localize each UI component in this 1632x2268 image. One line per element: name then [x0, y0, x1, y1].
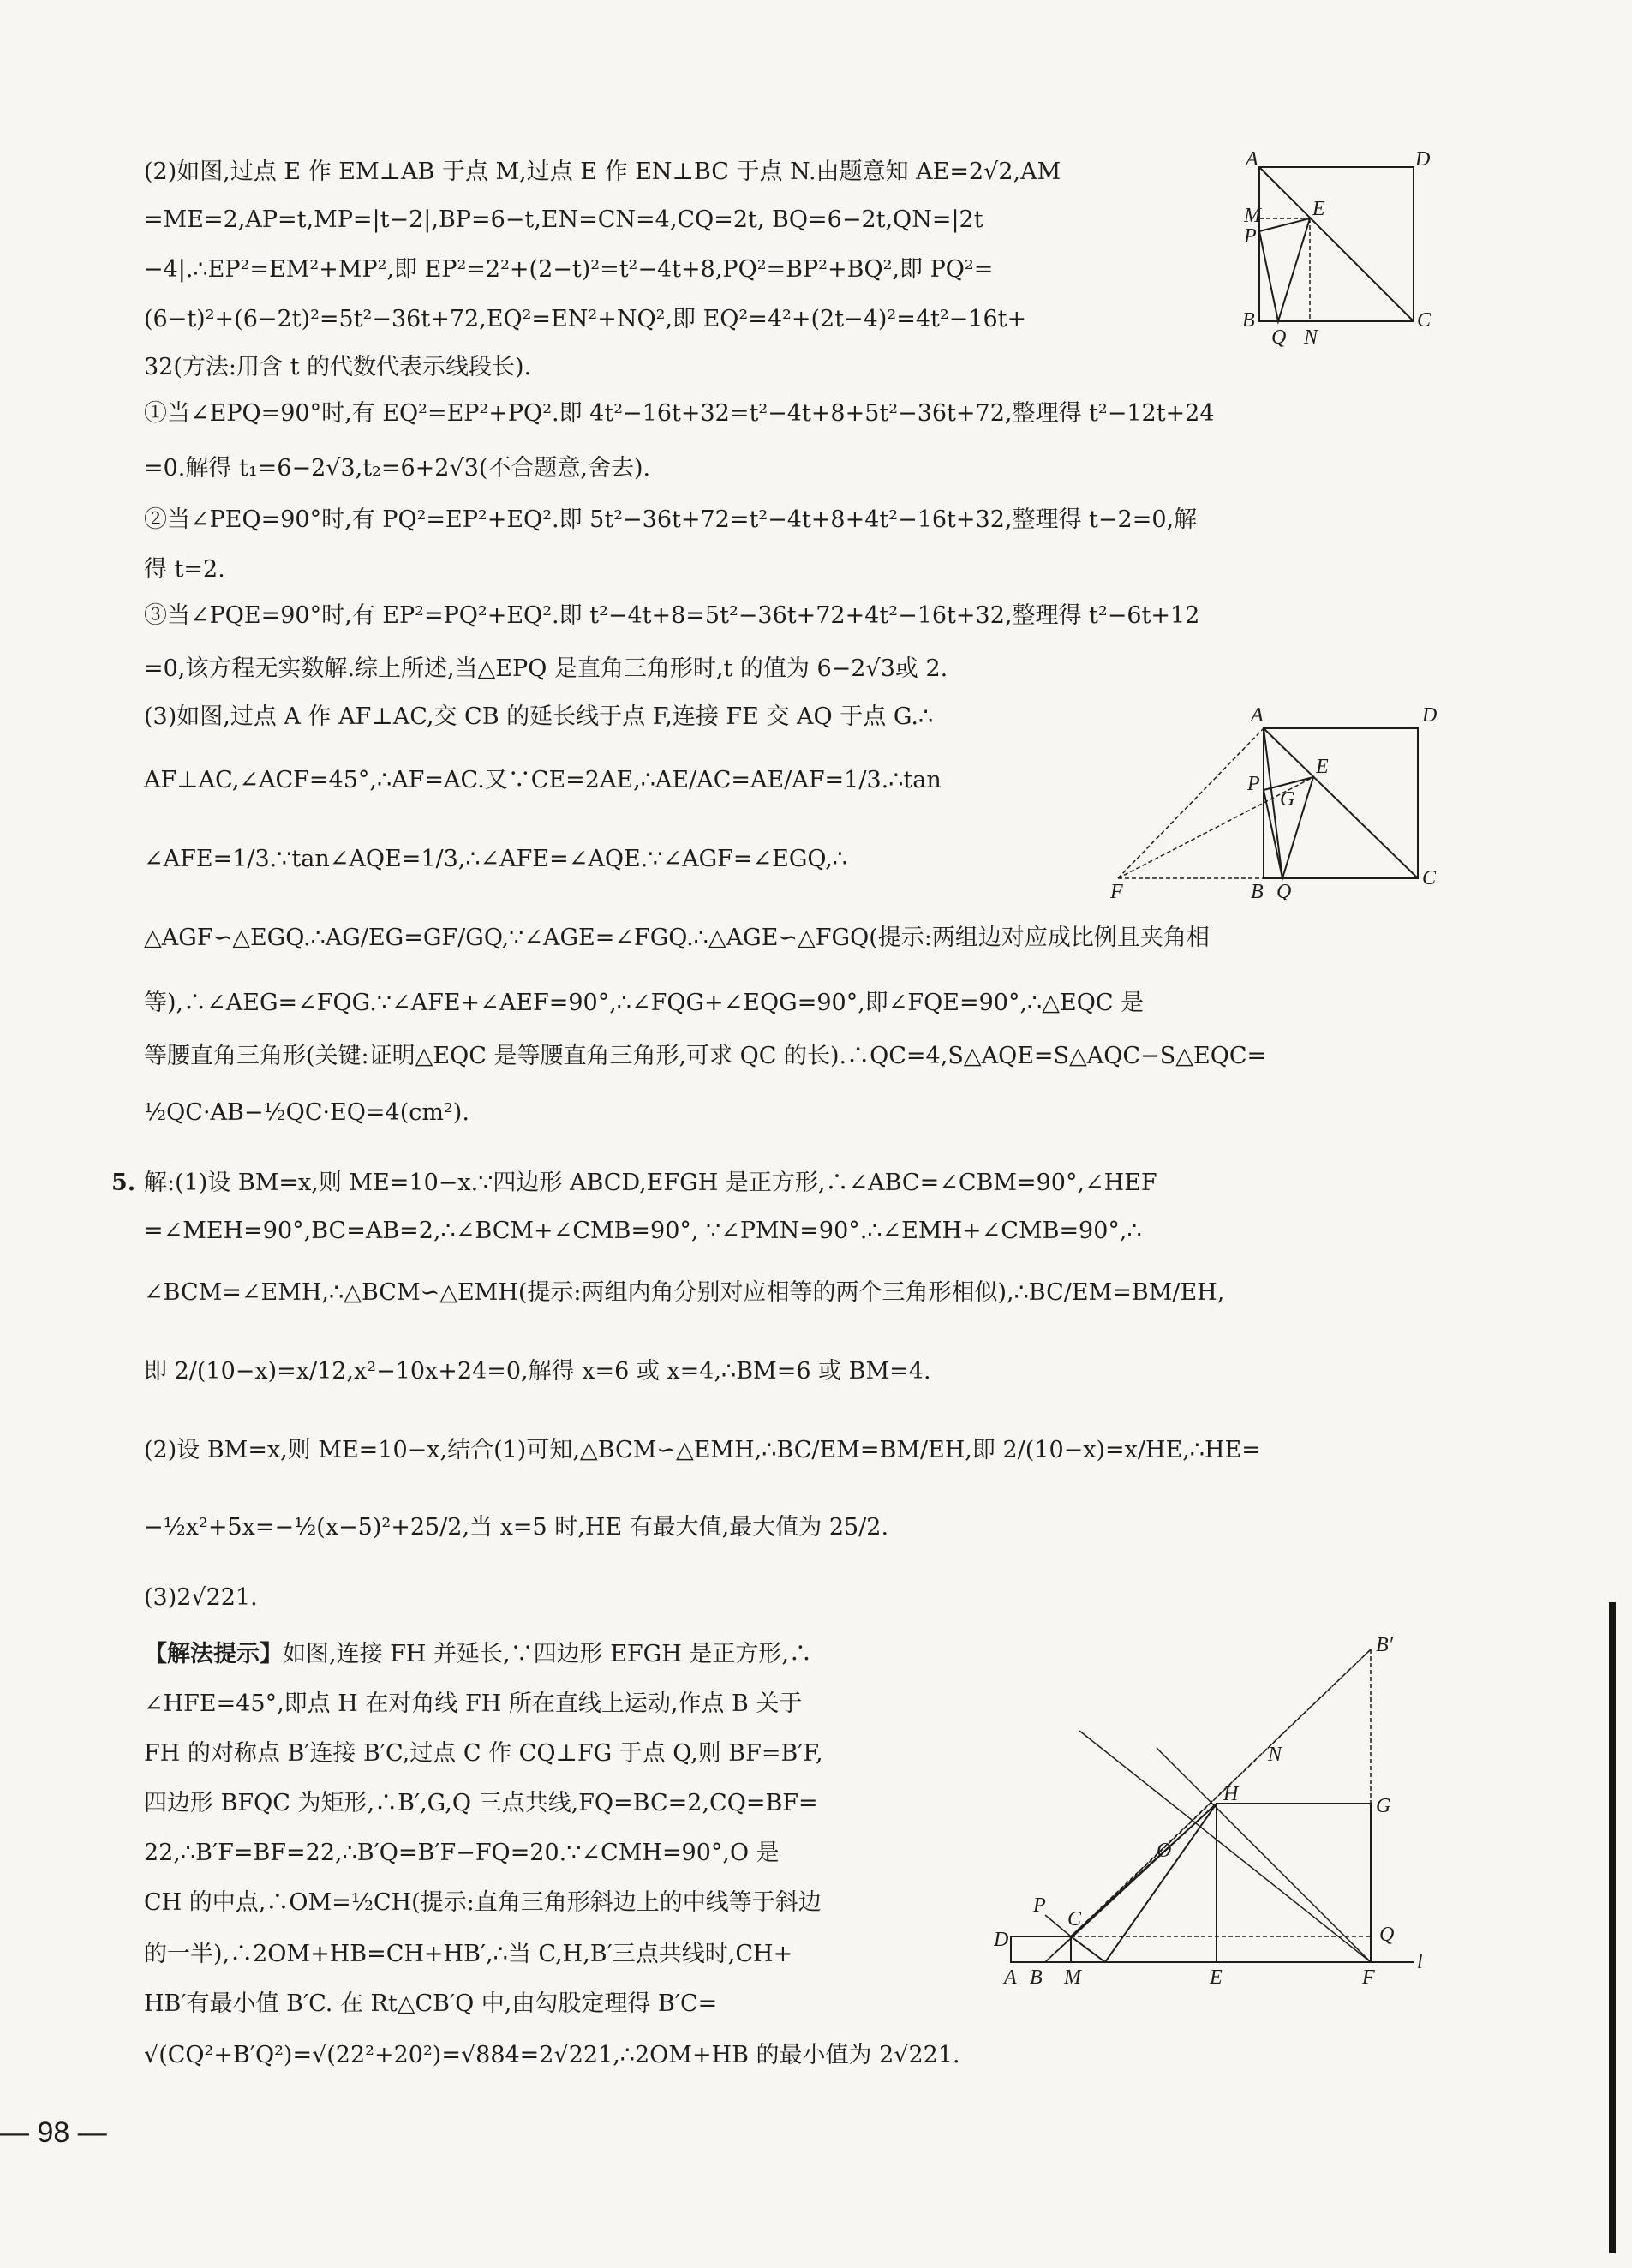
fig3-label: E — [1210, 1966, 1223, 1989]
hint-line-2: ∠HFE=45°,即点 H 在对角线 FH 所在直线上运动,作点 B 关于 — [144, 1691, 803, 1717]
part3-line-2: AF⊥AC,∠ACF=45°,∴AF=AC.又∵CE=2AE,∴AE/AC=AE/AF=1/3.∴tan — [144, 767, 942, 793]
hint-line-9: √(CQ²+B′Q²)=√(22²+20²)=√884=2√221,∴2OM+HB 的最小值为 2√221. — [144, 2042, 960, 2068]
hint-line-1-text: 如图,连接 FH 并延长,∵四边形 EFGH 是正方形,∴ — [283, 1641, 812, 1667]
fig2-label: B — [1251, 881, 1264, 900]
figure-1 — [1234, 150, 1431, 350]
fig3-label: P — [1033, 1894, 1046, 1917]
fig3-label: F — [1362, 1966, 1375, 1989]
q5-line-6: −½x²+5x=−½(x−5)²+25/2,当 x=5 时,HE 有最大值,最大值为 25/2. — [144, 1514, 889, 1541]
hint-line-7: 的一半),∴2OM+HB=CH+HB′,∴当 C,H,B′三点共线时,CH+ — [144, 1941, 793, 1967]
part2-line-4: (6−t)²+(6−2t)²=5t²−36t+72,EQ²=EN²+NQ²,即 EQ²=4²+(2t−4)²=4t²−16t+ — [144, 306, 1027, 332]
fig1-label: C — [1417, 309, 1431, 332]
q5-number — [111, 1157, 146, 1210]
fig2-label: Q — [1276, 881, 1292, 900]
fig1-label: Q — [1271, 326, 1287, 347]
part2-line-8: ②当∠PEQ=90°时,有 PQ²=EP²+EQ².即 5t²−36t+72=t²−4t+8+4t²−16t+32,整理得 t−2=0,解 — [144, 506, 1198, 533]
fig3-label: Q — [1379, 1924, 1395, 1946]
fig3-label: B′ — [1376, 1634, 1393, 1656]
figure-2 — [1105, 703, 1439, 903]
fig1-label: M — [1244, 205, 1261, 227]
fig3-label: M — [1064, 1966, 1081, 1989]
part2-line-7: =0.解得 t₁=6−2√3,t₂=6+2√3(不合题意,舍去). — [144, 455, 651, 482]
binding-edge — [1609, 1602, 1616, 2253]
fig3-label: H — [1223, 1783, 1239, 1805]
fig2-label: C — [1422, 867, 1437, 889]
fig3-label: N — [1268, 1744, 1282, 1766]
fig3-label: C — [1067, 1908, 1082, 1930]
part3-line-7: ½QC·AB−½QC·EQ=4(cm²). — [144, 1099, 469, 1126]
q5-line-7: (3)2√221. — [144, 1584, 258, 1611]
q5-line-2: =∠MEH=90°,BC=AB=2,∴∠BCM+∠CMB=90°, ∵∠PMN=90°.∴∠EMH+∠CMB=90°,∴ — [144, 1218, 1142, 1244]
fig2-label: E — [1316, 756, 1329, 778]
fig2-label: G — [1280, 788, 1295, 811]
page-number-text: 98 — [37, 2116, 70, 2149]
part3-line-5: 等),∴∠AEG=∠FQG.∵∠AFE+∠AEF=90°,∴∠FQG+∠EQG=90°,即∠FQE=90°,∴△EQC 是 — [144, 990, 1145, 1016]
q5-line-3: ∠BCM=∠EMH,∴△BCM∽△EMH(提示:两组内角分别对应相等的两个三角形相似),∴BC/EM=BM/EH, — [144, 1279, 1225, 1306]
q5-line-1: 解:(1)设 BM=x,则 ME=10−x.∵四边形 ABCD,EFGH 是正方形,∴∠ABC=∠CBM=90°,∠HEF — [144, 1170, 1157, 1196]
part2-line-11: =0,该方程无实数解.综上所述,当△EPQ 是直角三角形时,t 的值为 6−2√3或 2. — [144, 655, 948, 682]
part2-line-6: ①当∠EPQ=90°时,有 EQ²=EP²+PQ².即 4t²−16t+32=t²−4t+8+5t²−36t+72,整理得 t²−12t+24 — [144, 400, 1215, 427]
part2-line-5: 32(方法:用含 t 的代数代表示线段长). — [144, 354, 532, 380]
fig1-label: D — [1415, 150, 1431, 171]
fig3-label: D — [994, 1929, 1009, 1951]
hint-line-8: HB′有最小值 B′C. 在 Rt△CB′Q 中,由勾股定理得 B′C= — [144, 1990, 718, 2017]
fig3-label: G — [1376, 1795, 1391, 1817]
fig2-label: F — [1110, 881, 1123, 900]
part2-line-3: −4|.∴EP²=EM²+MP²,即 EP²=2²+(2−t)²=t²−4t+8,PQ²=BP²+BQ²,即 PQ²= — [144, 256, 994, 283]
part3-line-3: ∠AFE=1/3.∵tan∠AQE=1/3,∴∠AFE=∠AQE.∵∠AGF=∠EGQ,∴ — [144, 846, 847, 872]
hint-line-1 — [144, 1628, 1001, 1681]
fig2-label: D — [1422, 704, 1438, 727]
fig1-label: B — [1242, 309, 1255, 332]
fig1-label: P — [1244, 225, 1257, 248]
q5-line-4: 即 2/(10−x)=x/12,x²−10x+24=0,解得 x=6 或 x=4,∴BM=6 或 BM=4. — [144, 1358, 931, 1385]
part2-line-1: (2)如图,过点 E 作 EM⊥AB 于点 M,过点 E 作 EN⊥BC 于点 N.由题意知 AE=2√2,AM — [144, 159, 1061, 185]
q5-line-5: (2)设 BM=x,则 ME=10−x,结合(1)可知,△BCM∽△EMH,∴BC/EM=BM/EH,即 2/(10−x)=x/HE,∴HE= — [144, 1437, 1261, 1463]
hint-line-3: FH 的对称点 B′连接 B′C,过点 C 作 CQ⊥FG 于点 Q,则 BF=B′F, — [144, 1740, 823, 1767]
fig1-label: A — [1246, 150, 1258, 171]
part3-line-4: △AGF∽△EGQ.∴AG/EG=GF/GQ,∵∠AGE=∠FGQ.∴△AGE∽△FGQ(提示:两组边对应成比例且夹角相 — [144, 925, 1210, 951]
fig3-label: A — [1004, 1966, 1017, 1989]
fig2-label: A — [1251, 704, 1264, 727]
hint-line-4: 四边形 BFQC 为矩形,∴B′,G,Q 三点共线,FQ=BC=2,CQ=BF= — [144, 1790, 818, 1816]
page-number: — 98 — — [0, 2116, 107, 2149]
q5-number-text: 5. — [111, 1170, 136, 1196]
hint-tag: 【解法提示】 — [144, 1641, 283, 1667]
fig3-label: O — [1157, 1840, 1172, 1862]
part2-line-9: 得 t=2. — [144, 556, 225, 583]
part2-line-2: =ME=2,AP=t,MP=|t−2|,BP=6−t,EN=CN=4,CQ=2t, BQ=6−2t,QN=|2t — [144, 206, 983, 233]
part3-line-6: 等腰直角三角形(关键:证明△EQC 是等腰直角三角形,可求 QC 的长).∴QC=4,S△AQE=S△AQC−S△EQC= — [144, 1043, 1267, 1069]
hint-line-6: CH 的中点,∴OM=½CH(提示:直角三角形斜边上的中线等于斜边 — [144, 1889, 822, 1916]
fig1-label: E — [1312, 198, 1325, 220]
fig2-label: P — [1247, 773, 1260, 795]
part2-line-10: ③当∠PQE=90°时,有 EP²=PQ²+EQ².即 t²−4t+8=5t²−36t+72+4t²−16t+32,整理得 t²−6t+12 — [144, 602, 1200, 629]
part3-line-1: (3)如图,过点 A 作 AF⊥AC,交 CB 的延长线于点 F,连接 FE 交 AQ 于点 G.∴ — [144, 703, 934, 730]
hint-line-5: 22,∴B′F=BF=22,∴B′Q=B′F−FQ=20.∵∠CMH=90°,O 是 — [144, 1840, 780, 1866]
fig3-label: B — [1030, 1966, 1043, 1989]
fig3-label: l — [1417, 1951, 1423, 1973]
fig1-label: N — [1304, 326, 1318, 347]
figure-3 — [985, 1632, 1431, 2004]
